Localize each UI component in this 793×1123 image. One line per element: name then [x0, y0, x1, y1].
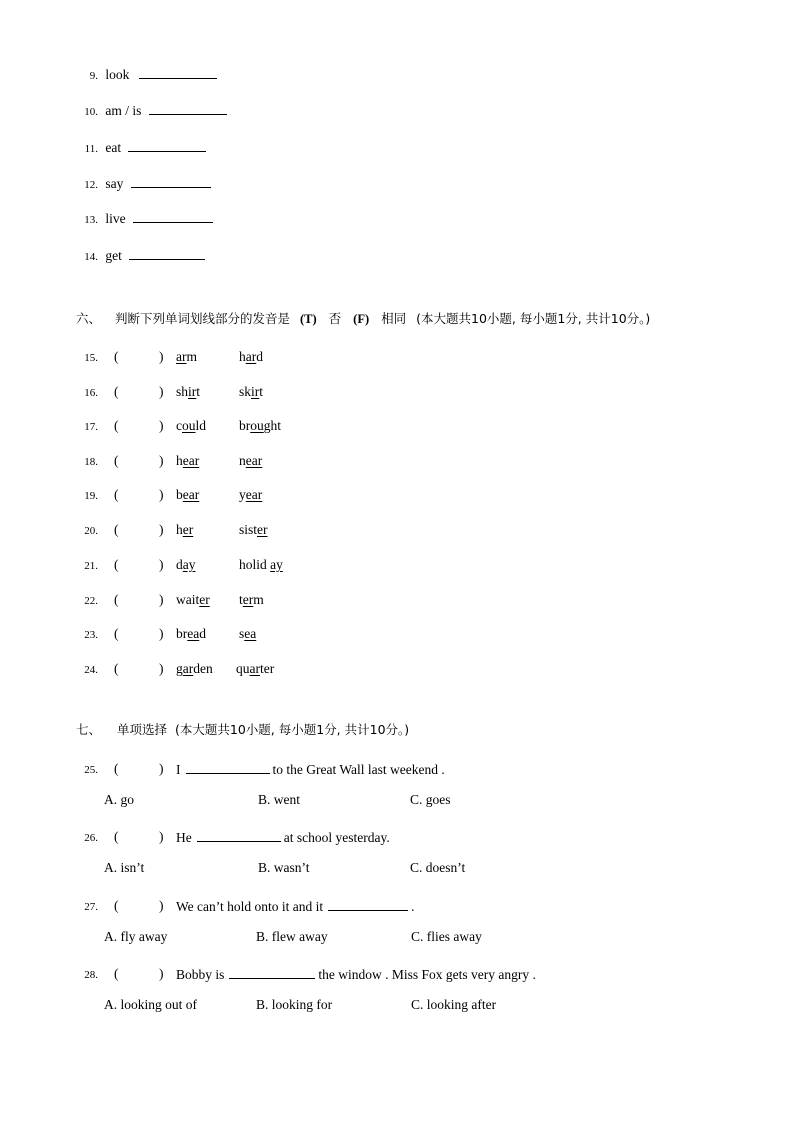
question-text — [176, 966, 536, 983]
open-paren: ( — [114, 418, 119, 433]
question-start: Bobby is — [176, 967, 225, 982]
word-2 — [239, 557, 283, 573]
same-word: 相同 — [381, 311, 407, 326]
option-c[interactable]: C. goes — [410, 792, 451, 807]
word-part: y — [239, 487, 246, 502]
item-number: 26. — [84, 832, 98, 844]
option-b[interactable]: B. flew away — [256, 929, 328, 944]
item-number: 20. — [84, 525, 98, 537]
item-number: 12. — [84, 179, 98, 191]
answer-parentheses[interactable] — [114, 522, 162, 538]
underlined-letters: ar — [182, 661, 194, 676]
underlined-letters: ou — [250, 418, 264, 433]
verb-word: look — [105, 67, 130, 82]
answer-blank[interactable] — [186, 761, 270, 774]
word-part: t — [259, 384, 264, 399]
word-1 — [176, 626, 206, 642]
answer-blank[interactable] — [129, 247, 205, 260]
pronunciation-item — [72, 626, 257, 642]
word-1 — [176, 661, 213, 677]
word-part: ld — [195, 418, 207, 433]
word-1 — [176, 487, 199, 503]
section-detail: (本大题共10小题, 每小题1分, 共计10分。) — [175, 722, 410, 737]
verb-word: am / is — [105, 103, 142, 118]
section-prefix: 七、 — [76, 722, 102, 737]
item-number: 25. — [84, 764, 98, 776]
open-paren: ( — [114, 626, 119, 641]
word-part: ter — [260, 661, 275, 676]
option-b[interactable]: B. looking for — [256, 997, 333, 1012]
underlined-letters: ear — [245, 453, 263, 468]
close-paren: ) — [159, 592, 164, 607]
pronunciation-item — [72, 384, 264, 400]
item-number: 28. — [84, 969, 98, 981]
underlined-letters: ar — [249, 661, 260, 676]
question-line — [72, 761, 445, 777]
underlined-letters: ay — [182, 557, 196, 572]
word-1 — [176, 418, 206, 434]
option-a[interactable]: A. go — [104, 792, 134, 807]
answer-blank[interactable] — [133, 210, 213, 223]
word-part: holid — [239, 557, 271, 572]
word-part: d — [256, 349, 263, 364]
item-number: 9. — [89, 70, 98, 82]
answer-parentheses[interactable] — [114, 487, 162, 503]
item-number: 13. — [84, 214, 98, 226]
verb-item-13 — [72, 210, 213, 227]
pronunciation-item — [72, 453, 263, 469]
answer-parentheses[interactable] — [114, 418, 162, 434]
question-line — [72, 966, 536, 982]
word-part: br — [176, 626, 188, 641]
option-c[interactable]: C. flies away — [411, 929, 482, 944]
question-text — [176, 829, 390, 846]
underlined-letters: ar — [176, 349, 187, 364]
option-c[interactable]: C. looking after — [411, 997, 497, 1012]
open-paren: ( — [114, 384, 119, 399]
answer-parentheses[interactable] — [114, 829, 162, 845]
option-a[interactable]: A. isn’t — [104, 860, 145, 875]
close-paren: ) — [159, 384, 164, 399]
option-b[interactable]: B. went — [258, 792, 300, 807]
word-1 — [176, 453, 199, 469]
answer-parentheses[interactable] — [114, 453, 162, 469]
verb-word: get — [105, 248, 122, 263]
word-part: h — [239, 349, 246, 364]
word-part: sk — [239, 384, 252, 399]
question-line — [72, 829, 390, 845]
true-marker: (T) — [300, 312, 317, 326]
item-number: 19. — [84, 490, 98, 502]
section-6-heading — [76, 309, 650, 327]
verb-item-10 — [72, 102, 227, 119]
item-number: 14. — [84, 251, 98, 263]
word-1 — [176, 592, 210, 608]
verb-word: live — [105, 211, 126, 226]
item-number: 27. — [84, 901, 98, 913]
option-c[interactable]: C. doesn’t — [410, 860, 466, 875]
question-start: I — [176, 762, 181, 777]
section-prefix: 六、 — [76, 311, 102, 326]
open-paren: ( — [114, 522, 119, 537]
close-paren: ) — [159, 487, 164, 502]
section-title: 判断下列单词划线部分的发音是 — [115, 311, 291, 326]
question-end: the window . Miss Fox gets very angry . — [318, 967, 536, 982]
option-a[interactable]: A. looking out of — [104, 997, 197, 1012]
close-paren: ) — [159, 626, 164, 641]
word-2 — [239, 522, 268, 538]
verb-item-11 — [72, 139, 206, 156]
question-start: We can’t hold onto it and it — [176, 899, 324, 914]
word-part: ght — [263, 418, 282, 433]
word-part: d — [176, 557, 183, 572]
underlined-letters: ear — [182, 487, 200, 502]
question-end: . — [411, 899, 415, 914]
open-paren: ( — [114, 966, 119, 981]
close-paren: ) — [159, 898, 164, 913]
answer-parentheses[interactable] — [114, 898, 162, 914]
underlined-letters: ar — [245, 349, 257, 364]
word-2 — [239, 418, 281, 434]
word-2 — [239, 487, 262, 503]
answer-blank[interactable] — [131, 175, 211, 188]
word-1 — [176, 349, 197, 365]
word-part: h — [176, 522, 183, 537]
word-part: n — [239, 453, 246, 468]
question-end: to the Great Wall last weekend . — [272, 762, 445, 777]
answer-parentheses[interactable] — [114, 661, 162, 677]
underlined-letters: er — [182, 522, 194, 537]
word-part: d — [199, 626, 206, 641]
item-number: 22. — [84, 595, 98, 607]
word-part: t — [196, 384, 201, 399]
close-paren: ) — [159, 557, 164, 572]
word-1 — [176, 557, 196, 573]
underlined-letters: er — [257, 522, 268, 537]
word-1 — [176, 522, 193, 538]
answer-blank[interactable] — [229, 966, 315, 979]
underlined-letters: ea — [187, 626, 200, 641]
answer-parentheses[interactable] — [114, 349, 162, 365]
open-paren: ( — [114, 592, 119, 607]
question-end: at school yesterday. — [283, 830, 390, 845]
word-2 — [236, 661, 274, 677]
open-paren: ( — [114, 557, 119, 572]
option-b[interactable]: B. wasn’t — [258, 860, 310, 875]
underlined-letters: ir — [251, 384, 260, 399]
word-2 — [239, 384, 263, 400]
word-part: t — [239, 592, 243, 607]
pronunciation-item — [72, 349, 263, 365]
word-2 — [239, 626, 256, 642]
section-detail: (本大题共10小题, 每小题1分, 共计10分。) — [416, 311, 651, 326]
open-paren: ( — [114, 761, 119, 776]
answer-blank[interactable] — [128, 139, 206, 152]
underlined-letters: ear — [245, 487, 263, 502]
answer-blank[interactable] — [197, 829, 281, 842]
item-number: 21. — [84, 560, 98, 572]
answer-parentheses[interactable] — [114, 557, 162, 573]
question-text — [176, 761, 445, 778]
verb-item-14 — [72, 247, 205, 264]
word-part: b — [176, 487, 183, 502]
option-a[interactable]: A. fly away — [104, 929, 168, 944]
word-part: den — [193, 661, 213, 676]
close-paren: ) — [159, 829, 164, 844]
verb-item-9 — [72, 66, 217, 83]
close-paren: ) — [159, 966, 164, 981]
false-marker: (F) — [353, 312, 370, 326]
word-part: sh — [176, 384, 189, 399]
pronunciation-item — [72, 661, 275, 677]
item-number: 16. — [84, 387, 98, 399]
pronunciation-item — [72, 557, 283, 573]
close-paren: ) — [159, 761, 164, 776]
underlined-letters: ea — [244, 626, 257, 641]
close-paren: ) — [159, 522, 164, 537]
pronunciation-item — [72, 487, 263, 503]
open-paren: ( — [114, 898, 119, 913]
item-number: 11. — [84, 143, 98, 155]
underlined-letters: er — [199, 592, 210, 607]
underlined-letters: ou — [182, 418, 196, 433]
word-2 — [239, 453, 262, 469]
close-paren: ) — [159, 418, 164, 433]
word-part: s — [239, 626, 245, 641]
answer-parentheses[interactable] — [114, 384, 162, 400]
open-paren: ( — [114, 349, 119, 364]
answer-parentheses[interactable] — [114, 626, 162, 642]
section-title: 单项选择 — [117, 722, 168, 737]
word-part: br — [239, 418, 251, 433]
answer-parentheses[interactable] — [114, 966, 162, 982]
word-part: c — [176, 418, 182, 433]
pronunciation-item — [72, 522, 268, 538]
word-part: m — [253, 592, 264, 607]
pronunciation-item — [72, 592, 264, 608]
answer-blank[interactable] — [149, 102, 227, 115]
word-part: m — [186, 349, 198, 364]
or-word: 否 — [328, 311, 342, 326]
item-number: 24. — [84, 664, 98, 676]
verb-item-12 — [72, 175, 211, 192]
underlined-letters: er — [242, 592, 254, 607]
question-line — [72, 898, 415, 914]
word-part: h — [176, 453, 183, 468]
item-number: 18. — [84, 456, 98, 468]
word-part: sist — [239, 522, 258, 537]
word-part: wait — [176, 592, 200, 607]
underlined-letters: ir — [188, 384, 197, 399]
answer-blank[interactable] — [328, 898, 408, 911]
item-number: 10. — [84, 106, 98, 118]
item-number: 15. — [84, 352, 98, 364]
answer-blank[interactable] — [139, 66, 217, 79]
answer-parentheses[interactable] — [114, 592, 162, 608]
answer-parentheses[interactable] — [114, 761, 162, 777]
close-paren: ) — [159, 453, 164, 468]
open-paren: ( — [114, 661, 119, 676]
close-paren: ) — [159, 661, 164, 676]
underlined-letters: ear — [182, 453, 200, 468]
underlined-letters: ay — [270, 557, 283, 572]
close-paren: ) — [159, 349, 164, 364]
word-1 — [176, 384, 200, 400]
verb-word: say — [105, 176, 124, 191]
open-paren: ( — [114, 829, 119, 844]
word-2 — [239, 592, 264, 608]
section-7-heading — [76, 720, 409, 738]
question-text — [176, 898, 415, 915]
item-number: 23. — [84, 629, 98, 641]
item-number: 17. — [84, 421, 98, 433]
open-paren: ( — [114, 487, 119, 502]
open-paren: ( — [114, 453, 119, 468]
word-part: qu — [236, 661, 250, 676]
question-start: He — [176, 830, 192, 845]
pronunciation-item — [72, 418, 282, 434]
verb-word: eat — [105, 140, 122, 155]
word-part: g — [176, 661, 183, 676]
word-2 — [239, 349, 263, 365]
